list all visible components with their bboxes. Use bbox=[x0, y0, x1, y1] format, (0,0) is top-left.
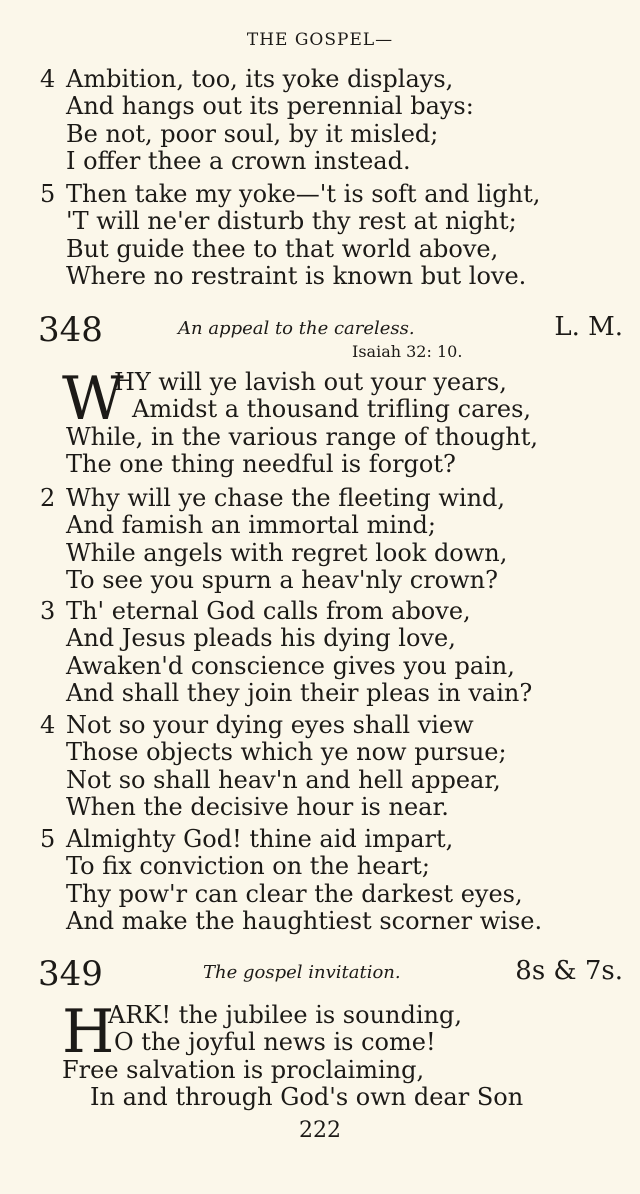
hymn-meter: L. M. bbox=[554, 312, 623, 342]
page-number: 222 bbox=[299, 1118, 341, 1143]
verse-line: I offer thee a crown instead. bbox=[66, 147, 411, 176]
hymn-349-verse-1 bbox=[62, 997, 632, 1112]
verse-line: Amidst a thousand trifling cares, bbox=[132, 395, 532, 424]
verse-line: Free salvation is proclaiming, bbox=[62, 1055, 425, 1084]
drop-cap: W bbox=[62, 364, 124, 434]
verse-number: 3 bbox=[40, 597, 56, 625]
drop-cap: H bbox=[62, 997, 115, 1067]
verse-line: Thy pow'r can clear the darkest eyes, bbox=[66, 879, 523, 908]
verse-line: And Jesus pleads his dying love, bbox=[66, 624, 456, 653]
hymn-349-header bbox=[38, 954, 623, 994]
verse-line: Be not, poor soul, by it misled; bbox=[66, 119, 439, 148]
verse-line: To fix conviction on the heart; bbox=[66, 852, 430, 881]
verse-line: ARK! the jubilee is sounding, bbox=[108, 1001, 462, 1029]
verse-number: 4 bbox=[40, 711, 56, 739]
verse-line: Where no restraint is known but love. bbox=[66, 262, 527, 291]
hymn-347-verse-4 bbox=[40, 66, 630, 176]
verse-line: And make the haughtiest scorner wise. bbox=[66, 907, 543, 936]
hymn-348-verse-2 bbox=[40, 485, 630, 595]
hymn-348-header bbox=[38, 310, 623, 350]
hymn-number: 349 bbox=[38, 954, 103, 994]
hymn-348-verse-5 bbox=[40, 826, 630, 936]
hymn-title: An appeal to the careless. bbox=[178, 318, 415, 339]
verse-number: 4 bbox=[40, 65, 56, 93]
verse-line: 5 Then take my yoke—'t is soft and light, bbox=[40, 180, 541, 208]
verse-line: When the decisive hour is near. bbox=[66, 793, 449, 822]
hymn-number: 348 bbox=[38, 310, 103, 350]
verse-line: While, in the various range of thought, bbox=[66, 422, 538, 451]
verse-line: 4 Ambition, too, its yoke displays, bbox=[40, 65, 454, 93]
verse-line: Those objects which ye now pursue; bbox=[66, 738, 507, 767]
verse-line: Not so shall heav'n and hell appear, bbox=[66, 765, 501, 794]
hymn-title: The gospel invitation. bbox=[203, 962, 401, 983]
verse-line: To see you spurn a heav'nly crown? bbox=[66, 566, 498, 595]
verse-line: 5 Almighty God! thine aid impart, bbox=[40, 825, 454, 853]
verse-line: While angels with regret look down, bbox=[66, 538, 508, 567]
verse-line: In and through God's own dear Son bbox=[90, 1083, 524, 1112]
verse-line: 'T will ne'er disturb thy rest at night; bbox=[66, 207, 517, 236]
hymn-348-verse-4 bbox=[40, 712, 630, 822]
scripture-reference: Isaiah 32: 10. bbox=[352, 342, 463, 361]
verse-line: HY will ye lavish out your years, bbox=[114, 368, 507, 396]
running-head: THE GOSPEL— bbox=[246, 30, 394, 50]
verse-line: Awaken'd conscience gives you pain, bbox=[66, 651, 515, 680]
hymn-348-verse-1 bbox=[62, 364, 632, 479]
verse-line: And hangs out its perennial bays: bbox=[66, 92, 474, 121]
verse-line: O the joyful news is come! bbox=[114, 1028, 436, 1057]
verse-number: 5 bbox=[40, 180, 56, 208]
verse-line: The one thing needful is forgot? bbox=[66, 450, 456, 479]
verse-line: 2 Why will ye chase the fleeting wind, bbox=[40, 484, 506, 512]
hymn-347-verse-5 bbox=[40, 181, 630, 291]
verse-line: And shall they join their pleas in vain? bbox=[66, 679, 533, 708]
verse-line: And famish an immortal mind; bbox=[66, 511, 436, 540]
verse-line: But guide thee to that world above, bbox=[66, 234, 499, 263]
verse-line: 3 Th' eternal God calls from above, bbox=[40, 597, 471, 625]
verse-line: 4 Not so your dying eyes shall view bbox=[40, 711, 474, 739]
hymn-348-verse-3 bbox=[40, 598, 630, 708]
hymn-meter: 8s & 7s. bbox=[515, 956, 623, 986]
verse-number: 2 bbox=[40, 484, 56, 512]
verse-number: 5 bbox=[40, 825, 56, 853]
